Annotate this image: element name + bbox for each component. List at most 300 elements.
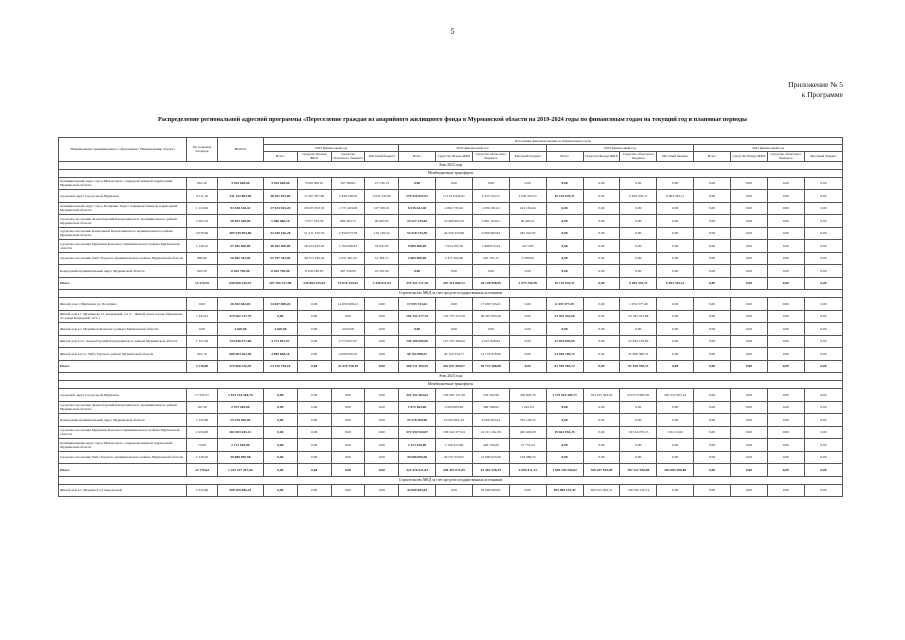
table-row — [59, 439, 843, 452]
row-value: 0,00 — [657, 215, 694, 228]
row-value: 0,00 — [620, 323, 657, 336]
stage-row-label: Этап 2023 года — [59, 373, 843, 381]
table-row — [59, 215, 843, 228]
row-value: 2 972 404,00 — [217, 401, 263, 414]
row-area: 1 327,00 — [187, 335, 218, 348]
row-area: 603,30 — [187, 265, 218, 278]
row-area: 1 220,20 — [187, 451, 218, 464]
row-value: 12 000 023,09 — [472, 451, 509, 464]
row-value: 0,00 — [263, 414, 297, 427]
row-value: 0,00 — [731, 401, 768, 414]
row-value: 0,00 — [694, 298, 731, 311]
row-area: 1 445,91 — [187, 310, 218, 323]
row-value: 3 977 333,59 — [297, 215, 331, 228]
row-value: 0,00 — [804, 227, 842, 240]
row-value: 0,00 — [546, 323, 583, 336]
row-value: 0,00 — [546, 265, 583, 278]
row-value: 0,00 — [509, 484, 546, 497]
row-value: 0,00 — [509, 348, 546, 361]
row-value: 14 657 008,26 — [263, 298, 297, 311]
row-value: 0,00 — [657, 177, 694, 190]
row-value: 0,00 — [365, 298, 399, 311]
row-value: 39 688 090,58 — [399, 451, 436, 464]
total-row — [59, 464, 843, 477]
row-value: 0,00 — [331, 414, 365, 427]
row-value: 10 135 670,57 — [546, 277, 583, 290]
row-value: 4 059 411,13 — [509, 464, 546, 477]
row-value: 306 196,82 — [472, 401, 509, 414]
row-value: 0,00 — [620, 401, 657, 414]
table-row — [59, 265, 843, 278]
row-value: 0,00 — [657, 451, 694, 464]
row-value: 2 972 404,00 — [399, 401, 436, 414]
row-value: 26 482 353,00 — [217, 252, 263, 265]
row-value: 0,00 — [583, 348, 620, 361]
row-value: 40 405,21 — [509, 215, 546, 228]
row-value: 0,00 — [331, 426, 365, 439]
row-value: 0,00 — [731, 426, 768, 439]
row-value: 0,00 — [657, 202, 694, 215]
row-value: 0,00 — [297, 451, 331, 464]
row-value: 0,00 — [583, 298, 620, 311]
row-name: городское поселение Зеленоборский Кандалакшского муниципального района Мурманской области — [59, 215, 187, 228]
table-row — [59, 335, 843, 348]
row-value: 0,00 — [297, 484, 331, 497]
row-value: 0,00 — [694, 177, 731, 190]
row-value: 52 797 353,00 — [263, 252, 297, 265]
group-row — [59, 476, 843, 484]
row-value: 107 395,91 — [365, 202, 399, 215]
group-row-label: Межбюджетные трансферты — [59, 381, 843, 389]
row-value: 281 537 007,44 — [657, 389, 694, 402]
table-row — [59, 484, 843, 497]
row-value: 0,00 — [804, 323, 842, 336]
table-row — [59, 190, 843, 203]
row-value: 0,00 — [657, 323, 694, 336]
header-year: 2023 финансовый год — [546, 145, 694, 152]
row-value: 6 093 335,11 — [657, 277, 694, 290]
row-value: 0,00 — [657, 439, 694, 452]
row-value: 0,00 — [694, 348, 731, 361]
row-value: 0,00 — [509, 298, 546, 311]
row-value: 0,00 — [767, 202, 804, 215]
row-value: 0,00 — [657, 414, 694, 427]
header-sub: Местный бюджет — [509, 152, 546, 162]
row-value: 0,00 — [694, 277, 731, 290]
row-value: 11 697 367,60 — [297, 190, 331, 203]
row-value: 0,00 — [583, 252, 620, 265]
row-value: 0,00 — [657, 348, 694, 361]
row-value: 0,00 — [583, 414, 620, 427]
row-value: 426 750,00 — [472, 439, 509, 452]
table-row — [59, 389, 843, 402]
row-value: 22 834 839,69 — [546, 335, 583, 348]
row-value: 25 278 300,00 — [217, 414, 263, 427]
row-value: 0,00 — [731, 348, 768, 361]
row-value: 0,00 — [297, 414, 331, 427]
row-value: 0,00 — [731, 484, 768, 497]
row-value: 0,00 — [297, 335, 331, 348]
row-area: 1 345,80 — [187, 414, 218, 427]
row-name: городской округ город-герой Мурманск — [59, 389, 187, 402]
table-row — [59, 177, 843, 190]
row-value: 3 031 235,06 — [365, 190, 399, 203]
row-value: 700 257 593,85 — [583, 464, 620, 477]
row-value: 0,00 — [804, 277, 842, 290]
row-area: 3 242,60 — [187, 484, 218, 497]
group-row-label: Строительство МКД за счет средств государственных источников — [59, 476, 843, 484]
row-value: 284 083 396,88 — [657, 464, 694, 477]
header-sub: Средства областного бюджета — [620, 152, 657, 162]
row-value: 6 093 335,11 — [657, 190, 694, 203]
row-value: 2 315 464,00 — [436, 252, 473, 265]
row-value: 0,00 — [804, 360, 842, 373]
row-value: 267 314 866,72 — [436, 277, 473, 290]
header-sources: Источники финансирования по финансовым годам — [263, 138, 842, 145]
row-value: 0,00 — [767, 277, 804, 290]
row-value: 0,00 — [694, 335, 731, 348]
row-value: 0,00 — [546, 439, 583, 452]
row-value: 0,00 — [583, 215, 620, 228]
row-value: 0,00 — [297, 389, 331, 402]
row-value: 17 093 743,61 — [399, 298, 436, 311]
row-value: 0,00 — [263, 310, 297, 323]
row-value: 16 591,92 — [365, 265, 399, 278]
row-value: 0,00 — [767, 484, 804, 497]
row-value: 0,00 — [804, 484, 842, 497]
row-value: 1 039 101,61 — [472, 202, 509, 215]
row-value: 56 702 898,07 — [399, 348, 436, 361]
row-value: 0,00 — [546, 240, 583, 253]
row-value: 4 009 658,10 — [263, 348, 297, 361]
row-value: 0,00 — [767, 298, 804, 311]
row-value: 323 476 611,04 — [399, 464, 436, 477]
header-sub: Всего — [399, 152, 436, 162]
row-value: 356 803,76 — [509, 389, 546, 402]
row-value: 0,00 — [297, 401, 331, 414]
row-value: 33 637,82 — [365, 240, 399, 253]
row-value: 0,00 — [436, 265, 473, 278]
page-number: 5 — [450, 27, 455, 36]
row-value: 372 592 944,87 — [399, 426, 436, 439]
table-row — [59, 401, 843, 414]
row-value: 0,00 — [731, 464, 768, 477]
row-value: 6 945 790,00 — [263, 265, 297, 278]
row-value: 23 476 758,18 — [331, 360, 365, 373]
table-row — [59, 426, 843, 439]
row-value: 0,00 — [694, 414, 731, 427]
row-value: 0,00 — [731, 310, 768, 323]
row-value: 19 314 075,13 — [620, 426, 657, 439]
row-value: 53 518 725,59 — [399, 227, 436, 240]
row-name: Итого — [59, 277, 187, 290]
row-value: 0,00 — [731, 240, 768, 253]
row-value: 0,00 — [731, 439, 768, 452]
row-value: 4 773 837,07 — [331, 335, 365, 348]
row-value: 0,00 — [767, 215, 804, 228]
row-value: 0,00 — [694, 464, 731, 477]
row-value: 0,00 — [694, 310, 731, 323]
header-sub: Всего — [263, 152, 297, 162]
row-value: 479 582 217,79 — [217, 310, 263, 323]
appendix-note — [788, 80, 843, 100]
row-value: 0,00 — [804, 265, 842, 278]
row-value: 402 203 645,12 — [217, 426, 263, 439]
row-value: 136 042 377,04 — [436, 426, 473, 439]
table-row — [59, 414, 843, 427]
row-value: 16 955 661,43 — [436, 414, 473, 427]
row-value: 1 601,63 — [509, 401, 546, 414]
row-value: 0,00 — [546, 177, 583, 190]
row-area: 73,00 — [187, 439, 218, 452]
row-area: 2 305,53 — [187, 215, 218, 228]
row-value: 0,00 — [694, 451, 731, 464]
row-value: 0,00 — [804, 464, 842, 477]
row-value: 0,00 — [583, 439, 620, 452]
row-value: 0,00 — [767, 335, 804, 348]
row-value: 658 908 410,91 — [217, 277, 263, 290]
row-value: 0,00 — [657, 252, 694, 265]
row-value: 1 974 377,49 — [620, 298, 657, 311]
row-value: 341 122 883,09 — [217, 190, 263, 203]
row-value: 0,00 — [509, 323, 546, 336]
row-value: 14 774 878,99 — [472, 348, 509, 361]
stage-row-label: Этап 2023 года — [59, 161, 843, 169]
row-area: 661,30 — [187, 177, 218, 190]
row-name: муниципальный округ город Мончегорск с подведомственной территорией Мурманской области — [59, 177, 187, 190]
row-value: 46 434 035,62 — [297, 240, 331, 253]
row-name: городское поселение Мурмаши Кольского муниципального района Мурманской области — [59, 240, 187, 253]
row-value: 0,00 — [620, 177, 657, 190]
row-value: 0,00 — [620, 227, 657, 240]
row-value: 0,00 — [731, 252, 768, 265]
row-value: 6 093 335,11 — [620, 190, 657, 203]
header-sub: Местный бюджет — [365, 152, 399, 162]
header-sub: Местный бюджет — [804, 152, 842, 162]
row-value: 44 432 533,68 — [436, 227, 473, 240]
row-value: 7 044 705,56 — [436, 240, 473, 253]
row-value: 0,00 — [694, 484, 731, 497]
row-name: городское поселение Зеленоборский Кандалакшского муниципального района Мурманской области — [59, 401, 187, 414]
row-value: 0,00 — [436, 298, 473, 311]
row-value: 2 975 250,38 — [509, 277, 546, 290]
row-value: 1 513 144 564,76 — [217, 389, 263, 402]
row-name: городское поселение Умба Терского муниципального района Мурманской области — [59, 451, 187, 464]
row-value: 6 474 377,49 — [546, 298, 583, 311]
row-value: 10 135 670,57 — [546, 190, 583, 203]
row-value: 0,00 — [583, 202, 620, 215]
row-value: 0,00 — [767, 439, 804, 452]
header-sub: Всего — [546, 152, 583, 162]
row-name: Итого — [59, 464, 187, 477]
header-sub: Всего — [694, 152, 731, 162]
row-value: 57 282 600,00 — [217, 240, 263, 253]
header-year: 2023 финансовый год — [399, 145, 547, 152]
row-value: 372 073 085,65 — [620, 389, 657, 402]
row-area: 1 110,96 — [187, 202, 218, 215]
row-value: 360 711 493,59 — [399, 360, 436, 373]
row-name: Жилой дом в г. Мурманске ул. Бондарной, 5 в п. - Жилой дом в городе Мурманске по улице Бондарной 12/1-1 — [59, 310, 187, 323]
row-value: 3 333 702,37 — [472, 190, 509, 203]
header-sub: Средства областного бюджета — [472, 152, 509, 162]
row-value: 23 476 758,18 — [263, 360, 297, 373]
row-value: 0,00 — [767, 240, 804, 253]
row-value: 0,00 — [331, 464, 365, 477]
row-value: 40 697,85 — [365, 215, 399, 228]
row-value: 25 278 300,00 — [399, 414, 436, 427]
row-value: 0,00 — [620, 265, 657, 278]
row-value: 0,00 — [472, 323, 509, 336]
row-value: 0,00 — [694, 389, 731, 402]
row-value: 69 774 308,88 — [472, 360, 509, 373]
header-sub: Местный бюджет — [657, 152, 694, 162]
row-value: 38 391 875,00 — [263, 190, 297, 203]
row-value: 0,00 — [804, 202, 842, 215]
row-value: 0,00 — [767, 252, 804, 265]
row-value: 0,00 — [767, 389, 804, 402]
row-value: 0,00 — [297, 323, 331, 336]
row-value: 0,00 — [620, 439, 657, 452]
row-value: 0,00 — [399, 323, 436, 336]
row-value: 127 555 306,02 — [436, 335, 473, 348]
row-value: 0,00 — [509, 310, 546, 323]
row-value: 0,00 — [365, 439, 399, 452]
row-value: 0,00 — [583, 401, 620, 414]
row-name: Жилой дом в п.г.т. Умба Терского района Мурманской области — [59, 348, 187, 361]
row-value: 0,00 — [583, 323, 620, 336]
row-value: 0,00 — [694, 439, 731, 452]
row-value: 0,00 — [804, 240, 842, 253]
row-value: 0,00 — [694, 227, 731, 240]
row-value: 0,00 — [546, 414, 583, 427]
row-value: 0,00 — [365, 360, 399, 373]
row-value: 207 396 327,98 — [263, 277, 297, 290]
group-row — [59, 290, 843, 298]
row-value: 0,00 — [657, 310, 694, 323]
row-value: 322 192 404,62 — [399, 389, 436, 402]
row-value: 0,00 — [767, 310, 804, 323]
row-area: 921,70 — [187, 348, 218, 361]
row-value: 0,00 — [694, 426, 731, 439]
row-area: 17 592,37 — [187, 389, 218, 402]
row-value: 9 080 000,00 — [399, 240, 436, 253]
row-value: 262 837 369,07 — [436, 360, 473, 373]
row-value: 0,00 — [804, 215, 842, 228]
row-value: 3 542 046,60 — [263, 177, 297, 190]
row-value: 0,00 — [583, 335, 620, 348]
row-value: 0,00 — [767, 227, 804, 240]
row-value: 220 884 335,03 — [297, 277, 331, 290]
row-value: 0,00 — [620, 215, 657, 228]
stage-row — [59, 161, 843, 169]
row-value: 156 154 177,79 — [399, 310, 436, 323]
table-body — [59, 161, 843, 497]
row-value: 4 021 998,64 — [472, 335, 509, 348]
row-value: 33 659 700,72 — [546, 348, 583, 361]
row-area: 2 456,00 — [187, 426, 218, 439]
row-value: 0,00 — [731, 414, 768, 427]
row-value: 3 542 046,60 — [217, 177, 263, 190]
row-value: 0,00 — [365, 310, 399, 323]
row-area: 3 511,16 — [187, 190, 218, 203]
row-value: 134 729,52 — [365, 227, 399, 240]
row-value: 15 133,13 — [365, 177, 399, 190]
row-value: 0,00 — [767, 414, 804, 427]
row-value: 39 688 090,58 — [217, 451, 263, 464]
row-name: Жилой дом в г. Мурманск ул. Карельской — [59, 484, 187, 497]
row-value: 0,00 — [297, 298, 331, 311]
row-value: 0,00 — [263, 484, 297, 497]
row-value: 4 862 735,92 — [436, 202, 473, 215]
row-name: городское поселение Мурмаши Кольского муниципального района Мурманской области — [59, 426, 187, 439]
row-value: 0,00 — [657, 240, 694, 253]
row-value: 8 315 622,40 — [399, 202, 436, 215]
row-value: 704 105 563,50 — [583, 389, 620, 402]
row-value: 4 620,00 — [217, 323, 263, 336]
row-value: 0,00 — [509, 335, 546, 348]
row-value: 93 348 136,42 — [217, 202, 263, 215]
row-value: 0,00 — [365, 401, 399, 414]
row-value: 2 685 000,00 — [399, 252, 436, 265]
program-table — [58, 137, 843, 497]
row-area: 3 710,00 — [187, 360, 218, 373]
row-value: 0,00 — [694, 265, 731, 278]
row-value: 26 035 503,33 — [297, 202, 331, 215]
row-value: 0,00 — [583, 240, 620, 253]
row-value: 0,00 — [620, 252, 657, 265]
row-value: 0,00 — [263, 389, 297, 402]
row-value: 41 215 162,39 — [472, 426, 509, 439]
row-value: 0,00 — [731, 265, 768, 278]
row-value: 1 099 249 294,82 — [546, 464, 583, 477]
group-row — [59, 381, 843, 389]
row-value: 3 458 011,94 — [365, 277, 399, 290]
row-value: 4 009 658,10 — [331, 348, 365, 361]
row-value: 3 029 366,01 — [297, 177, 331, 190]
row-value: 0,00 — [436, 177, 473, 190]
row-name: Итого — [59, 360, 187, 373]
row-area: 13 270,39 — [187, 277, 218, 290]
row-value: 27 772,23 — [509, 439, 546, 452]
row-value: 0,00 — [731, 202, 768, 215]
row-value: 0,00 — [767, 190, 804, 203]
row-value: 281 310,97 — [509, 227, 546, 240]
row-name: Ковдорский муниципальный округ Мурманской области — [59, 414, 187, 427]
row-value: 27 033 925,20 — [263, 202, 297, 215]
row-value: 6 458 230,05 — [297, 265, 331, 278]
row-value: 0,00 — [331, 389, 365, 402]
row-value: 0,00 — [657, 298, 694, 311]
row-name: Жилой дом г. Мурманск ул. Полухина — [59, 298, 187, 311]
row-value: 0,00 — [263, 426, 297, 439]
row-value: 4 620,00 — [263, 323, 297, 336]
row-value: 0,00 — [804, 298, 842, 311]
document-title: Распределение региональной адресной программы «Переселение граждан из аварийного жилищного фонда в Мурманской области на 2019-2024 годы по финансовым годам на текущий год и плановые периоды — [158, 116, 747, 123]
group-row-label: Межбюджетные трансферты — [59, 169, 843, 177]
row-value: 14 876 193,03 — [331, 277, 365, 290]
row-value: 0,00 — [583, 190, 620, 203]
row-name: городской округ город-герой Мурманск — [59, 190, 187, 203]
row-name: Жилой дом в г. Мурманск Кольского района Мурманской области — [59, 323, 187, 336]
row-value: 0,00 — [365, 389, 399, 402]
row-value: 0,00 — [583, 426, 620, 439]
row-name: муниципальный округ город Мончегорск с подведомственной территорией Мурманской области — [59, 439, 187, 452]
row-value: 17 093 743,61 — [472, 298, 509, 311]
row-value: 2 172 610,00 — [217, 439, 263, 452]
row-value: 0,00 — [767, 265, 804, 278]
row-value: 23 527 229,63 — [399, 215, 436, 228]
header-sub: Средства Фонда ЖКХ — [583, 152, 620, 162]
